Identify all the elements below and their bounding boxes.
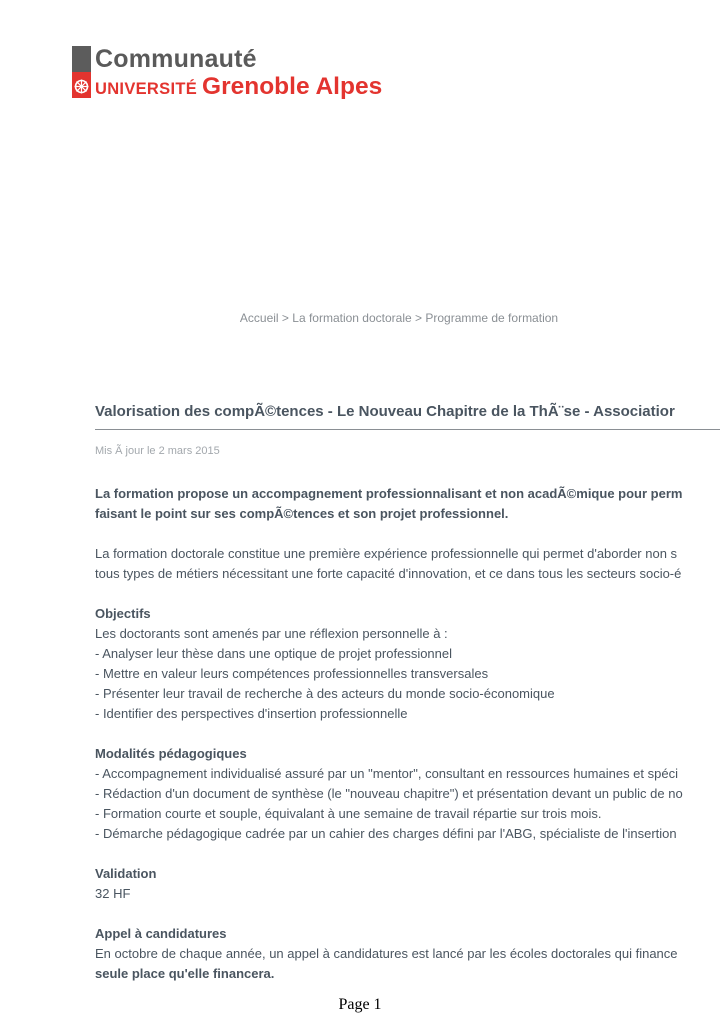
article-body: [95, 484, 687, 984]
modalites-item: - Accompagnement individualisé assuré par un "mentor", consultant en ressources humaines et spéci: [95, 766, 678, 781]
appel-line-bold: seule place qu'elle financera.: [95, 966, 275, 981]
intro-line: La formation propose un accompagnement professionnalisant et non acadÃ©mique pour perm: [95, 486, 683, 501]
modalites-item: - Démarche pédagogique cadrée par un cahier des charges défini par l'ABG, spécialiste de l'insertion: [95, 826, 677, 841]
logo-wordmark: [95, 46, 382, 100]
modalites-item: - Formation courte et souple, équivalant à une semaine de travail répartie sur trois mois.: [95, 806, 602, 821]
appel-line: En octobre de chaque année, un appel à candidatures est lancé par les écoles doctorales qui finance: [95, 946, 678, 961]
breadcrumb: [0, 311, 720, 325]
logo-line-communaute: Communauté: [95, 45, 257, 73]
page-number: Page 1: [338, 996, 382, 1013]
logo-line-grenoble: Grenoble Alpes: [202, 73, 383, 100]
logo[interactable]: [72, 46, 382, 100]
page-title: Valorisation des compÃ©tences - Le Nouveau Chapitre de la ThÃ¨se - Associatior: [95, 403, 675, 420]
section-heading-objectifs: Objectifs: [95, 606, 151, 621]
title-block: [95, 402, 720, 430]
intro-line: faisant le point sur ses compÃ©tences et son projet professionnel.: [95, 506, 509, 521]
breadcrumb-link-formation-doctorale[interactable]: La formation doctorale: [292, 311, 412, 325]
objectifs-item: - Analyser leur thèse dans une optique de projet professionnel: [95, 646, 453, 661]
paragraph-line: La formation doctorale constitue une première expérience professionnelle qui permet d'aborder non s: [95, 546, 678, 561]
validation-value: 32 HF: [95, 886, 131, 901]
wheel-icon: [73, 78, 90, 95]
last-updated: Mis Ã jour le 2 mars 2015: [95, 445, 220, 457]
objectifs-lead: Les doctorants sont amenés par une réflexion personnelle à :: [95, 626, 448, 641]
breadcrumb-separator: >: [278, 311, 293, 325]
breadcrumb-separator: >: [411, 311, 426, 325]
section-heading-appel: Appel à candidatures: [95, 926, 227, 941]
logo-line-universite: UNIVERSITÉ: [95, 80, 198, 98]
breadcrumb-link-accueil[interactable]: Accueil: [239, 311, 279, 325]
breadcrumb-current: Programme de formation: [425, 311, 559, 325]
objectifs-item: - Identifier des perspectives d'insertion professionnelle: [95, 706, 408, 721]
section-heading-modalites: Modalités pédagogiques: [95, 746, 247, 761]
modalites-item: - Rédaction d'un document de synthèse (le "nouveau chapitre") et présentation devant un public de no: [95, 786, 683, 801]
logo-mark: [72, 46, 91, 98]
objectifs-item: - Mettre en valeur leurs compétences professionnelles transversales: [95, 666, 489, 681]
paragraph-line: tous types de métiers nécessitant une forte capacité d'innovation, et ce dans tous les secteurs socio-é: [95, 566, 682, 581]
objectifs-item: - Présenter leur travail de recherche à des acteurs du monde socio-économique: [95, 686, 555, 701]
section-heading-validation: Validation: [95, 866, 157, 881]
